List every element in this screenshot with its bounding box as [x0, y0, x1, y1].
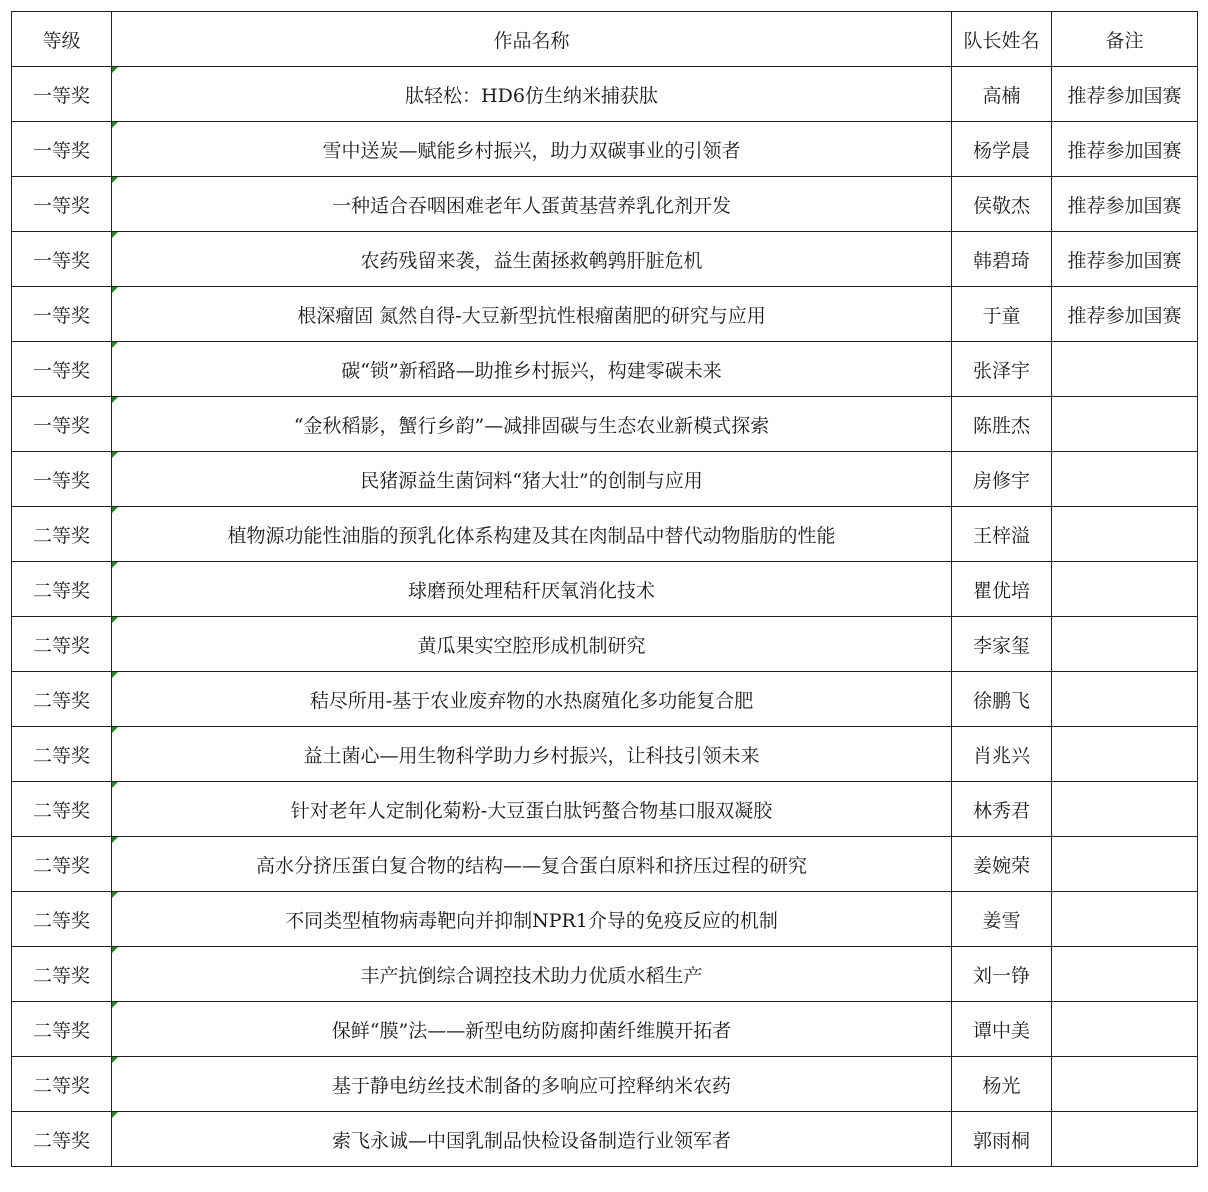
cell-level: 一等奖: [12, 67, 112, 122]
table-row: [12, 177, 1198, 232]
cell-note: [1052, 672, 1198, 727]
table-row: [12, 507, 1198, 562]
cell-title: 保鲜“膜”法——新型电纺防腐抑菌纤维膜开拓者: [112, 1002, 952, 1057]
cell-level: 二等奖: [12, 727, 112, 782]
cell-note: [1052, 1112, 1198, 1167]
cell-level: 二等奖: [12, 782, 112, 837]
cell-title: 益土菌心—用生物科学助力乡村振兴，让科技引领未来: [112, 727, 952, 782]
cell-level: 二等奖: [12, 947, 112, 1002]
cell-note: [1052, 452, 1198, 507]
cell-note: [1052, 782, 1198, 837]
cell-level: 一等奖: [12, 177, 112, 232]
cell-title: 植物源功能性油脂的预乳化体系构建及其在肉制品中替代动物脂肪的性能: [112, 507, 952, 562]
cell-level: 二等奖: [12, 507, 112, 562]
header-level: 等级: [12, 12, 112, 67]
cell-leader: 侯敬杰: [952, 177, 1052, 232]
cell-leader: 于童: [952, 287, 1052, 342]
cell-leader: 林秀君: [952, 782, 1052, 837]
cell-title: 秸尽所用-基于农业废弃物的水热腐殖化多功能复合肥: [112, 672, 952, 727]
table-row: [12, 892, 1198, 947]
cell-note: [1052, 617, 1198, 672]
cell-leader: 杨光: [952, 1057, 1052, 1112]
cell-title: 丰产抗倒综合调控技术助力优质水稻生产: [112, 947, 952, 1002]
cell-leader: 谭中美: [952, 1002, 1052, 1057]
cell-title: 农药残留来袭，益生菌拯救鹌鹑肝脏危机: [112, 232, 952, 287]
cell-leader: 王梓溢: [952, 507, 1052, 562]
cell-note: 推荐参加国赛: [1052, 122, 1198, 177]
cell-title: 碳“锁”新稻路—助推乡村振兴，构建零碳未来: [112, 342, 952, 397]
cell-leader: 刘一铮: [952, 947, 1052, 1002]
cell-note: [1052, 892, 1198, 947]
cell-leader: 杨学晨: [952, 122, 1052, 177]
cell-leader: 徐鹏飞: [952, 672, 1052, 727]
cell-title: 一种适合吞咽困难老年人蛋黄基营养乳化剂开发: [112, 177, 952, 232]
cell-note: [1052, 507, 1198, 562]
cell-level: 二等奖: [12, 562, 112, 617]
cell-level: 二等奖: [12, 672, 112, 727]
cell-level: 二等奖: [12, 1002, 112, 1057]
cell-level: 二等奖: [12, 1057, 112, 1112]
table-row: [12, 727, 1198, 782]
cell-title: 民猪源益生菌饲料“猪大壮”的创制与应用: [112, 452, 952, 507]
table-row: [12, 782, 1198, 837]
table-row: [12, 1002, 1198, 1057]
cell-title: 雪中送炭—赋能乡村振兴，助力双碳事业的引领者: [112, 122, 952, 177]
cell-leader: 瞿优培: [952, 562, 1052, 617]
cell-level: 二等奖: [12, 837, 112, 892]
table-row: [12, 232, 1198, 287]
cell-level: 一等奖: [12, 397, 112, 452]
cell-level: 一等奖: [12, 342, 112, 397]
cell-note: [1052, 562, 1198, 617]
cell-note: [1052, 1057, 1198, 1112]
cell-note: [1052, 727, 1198, 782]
cell-level: 一等奖: [12, 122, 112, 177]
table-row: [12, 837, 1198, 892]
cell-note: 推荐参加国赛: [1052, 177, 1198, 232]
header-note: 备注: [1052, 12, 1198, 67]
cell-title: “金秋稻影，蟹行乡韵”—减排固碳与生态农业新模式探索: [112, 397, 952, 452]
cell-leader: 肖兆兴: [952, 727, 1052, 782]
cell-note: [1052, 397, 1198, 452]
cell-title: 黄瓜果实空腔形成机制研究: [112, 617, 952, 672]
table-row: [12, 122, 1198, 177]
cell-note: [1052, 342, 1198, 397]
cell-leader: 房修宇: [952, 452, 1052, 507]
table-row: [12, 562, 1198, 617]
table-row: [12, 67, 1198, 122]
cell-leader: 姜雪: [952, 892, 1052, 947]
cell-level: 一等奖: [12, 232, 112, 287]
header-leader: 队长姓名: [952, 12, 1052, 67]
cell-leader: 李家玺: [952, 617, 1052, 672]
table-row: [12, 397, 1198, 452]
cell-leader: 韩碧琦: [952, 232, 1052, 287]
cell-note: 推荐参加国赛: [1052, 232, 1198, 287]
cell-leader: 郭雨桐: [952, 1112, 1052, 1167]
cell-note: [1052, 947, 1198, 1002]
table-row: [12, 617, 1198, 672]
cell-note: 推荐参加国赛: [1052, 67, 1198, 122]
cell-title: 针对老年人定制化菊粉-大豆蛋白肽钙螯合物基口服双凝胶: [112, 782, 952, 837]
cell-note: [1052, 837, 1198, 892]
cell-title: 球磨预处理秸秆厌氧消化技术: [112, 562, 952, 617]
table-row: [12, 287, 1198, 342]
table-row: [12, 1112, 1198, 1167]
cell-leader: 姜婉荣: [952, 837, 1052, 892]
cell-level: 二等奖: [12, 1112, 112, 1167]
cell-leader: 高楠: [952, 67, 1052, 122]
cell-title: 基于静电纺丝技术制备的多响应可控释纳米农药: [112, 1057, 952, 1112]
award-table: [11, 11, 1198, 1167]
cell-note: [1052, 1002, 1198, 1057]
cell-title: 高水分挤压蛋白复合物的结构——复合蛋白原料和挤压过程的研究: [112, 837, 952, 892]
cell-level: 一等奖: [12, 452, 112, 507]
cell-title: 索飞永诚—中国乳制品快检设备制造行业领军者: [112, 1112, 952, 1167]
header-title: 作品名称: [112, 12, 952, 67]
cell-title: 肽轻松：HD6仿生纳米捕获肽: [112, 67, 952, 122]
header-row: [12, 12, 1198, 67]
table-row: [12, 947, 1198, 1002]
cell-title: 不同类型植物病毒靶向并抑制NPR1介导的免疫反应的机制: [112, 892, 952, 947]
cell-level: 一等奖: [12, 287, 112, 342]
cell-leader: 张泽宇: [952, 342, 1052, 397]
cell-title: 根深瘤固 氮然自得-大豆新型抗性根瘤菌肥的研究与应用: [112, 287, 952, 342]
cell-note: 推荐参加国赛: [1052, 287, 1198, 342]
table-row: [12, 672, 1198, 727]
cell-level: 二等奖: [12, 617, 112, 672]
table-row: [12, 1057, 1198, 1112]
cell-leader: 陈胜杰: [952, 397, 1052, 452]
cell-level: 二等奖: [12, 892, 112, 947]
table-row: [12, 452, 1198, 507]
table-row: [12, 342, 1198, 397]
